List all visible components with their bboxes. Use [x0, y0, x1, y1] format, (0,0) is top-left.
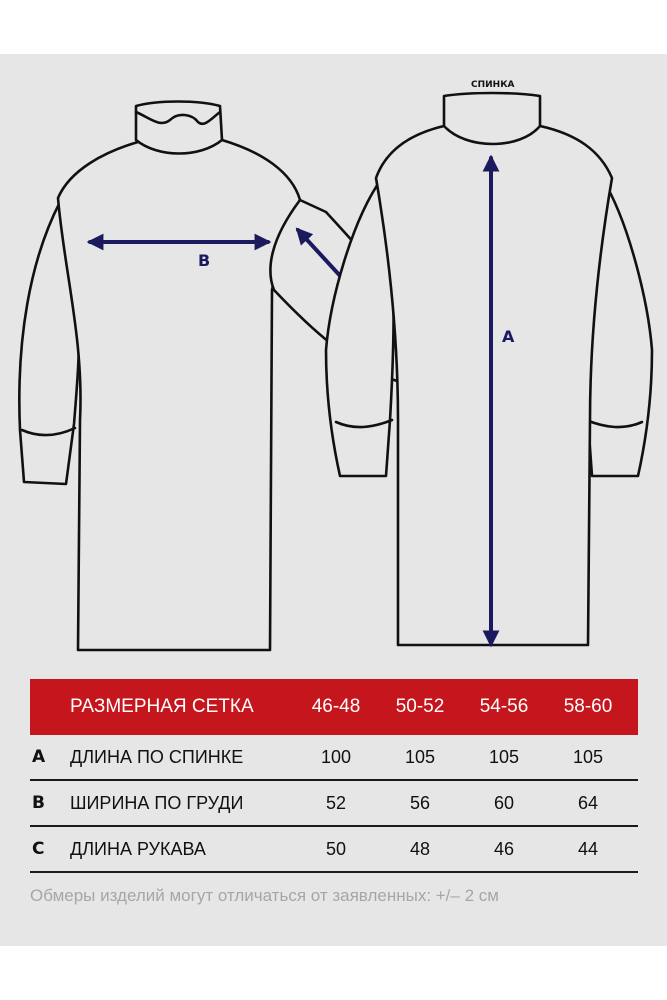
row-name: ШИРИНА ПО ГРУДИ: [70, 792, 244, 813]
cell-value: 46: [493, 838, 515, 859]
cell-value: 56: [409, 792, 431, 813]
back-view: [326, 80, 652, 645]
back-body: [376, 126, 612, 645]
table-row-length-back: [30, 735, 638, 781]
size-header-58-60: 58-60: [563, 696, 613, 717]
size-header-46-48: 46-48: [311, 696, 361, 717]
table-row-chest-width: [30, 781, 638, 827]
cell-value: 105: [572, 746, 604, 767]
size-table: [30, 679, 638, 873]
cell-value: 60: [493, 792, 515, 813]
back-view-label: СПИНКА: [471, 80, 515, 90]
size-header-50-52: 50-52: [395, 696, 445, 717]
front-collar: [136, 102, 222, 154]
cell-value: 50: [325, 838, 347, 859]
table-row-sleeve-length: [30, 827, 638, 873]
size-table-header: [30, 679, 638, 735]
row-letter: B: [32, 793, 45, 813]
cell-value: 100: [320, 746, 352, 767]
label-b: B: [198, 251, 211, 270]
cell-value: 105: [404, 746, 436, 767]
size-header-54-56: 54-56: [479, 696, 529, 717]
size-table-title: РАЗМЕРНАЯ СЕТКА: [70, 696, 254, 717]
row-letter: A: [32, 747, 46, 767]
cell-value: 44: [577, 838, 599, 859]
measurement-disclaimer: Обмеры изделий могут отличаться от заявленных: +/– 2 см: [30, 886, 499, 905]
garment-diagram: [0, 54, 667, 679]
row-name: ДЛИНА РУКАВА: [70, 838, 206, 859]
label-a: A: [502, 327, 515, 346]
cell-value: 105: [488, 746, 520, 767]
front-body: [58, 122, 300, 650]
row-letter: C: [32, 839, 45, 859]
cell-value: 52: [325, 792, 347, 813]
cell-value: 48: [409, 838, 431, 859]
row-name: ДЛИНА ПО СПИНКЕ: [70, 746, 244, 767]
cell-value: 64: [577, 792, 599, 813]
back-collar: [444, 93, 540, 144]
